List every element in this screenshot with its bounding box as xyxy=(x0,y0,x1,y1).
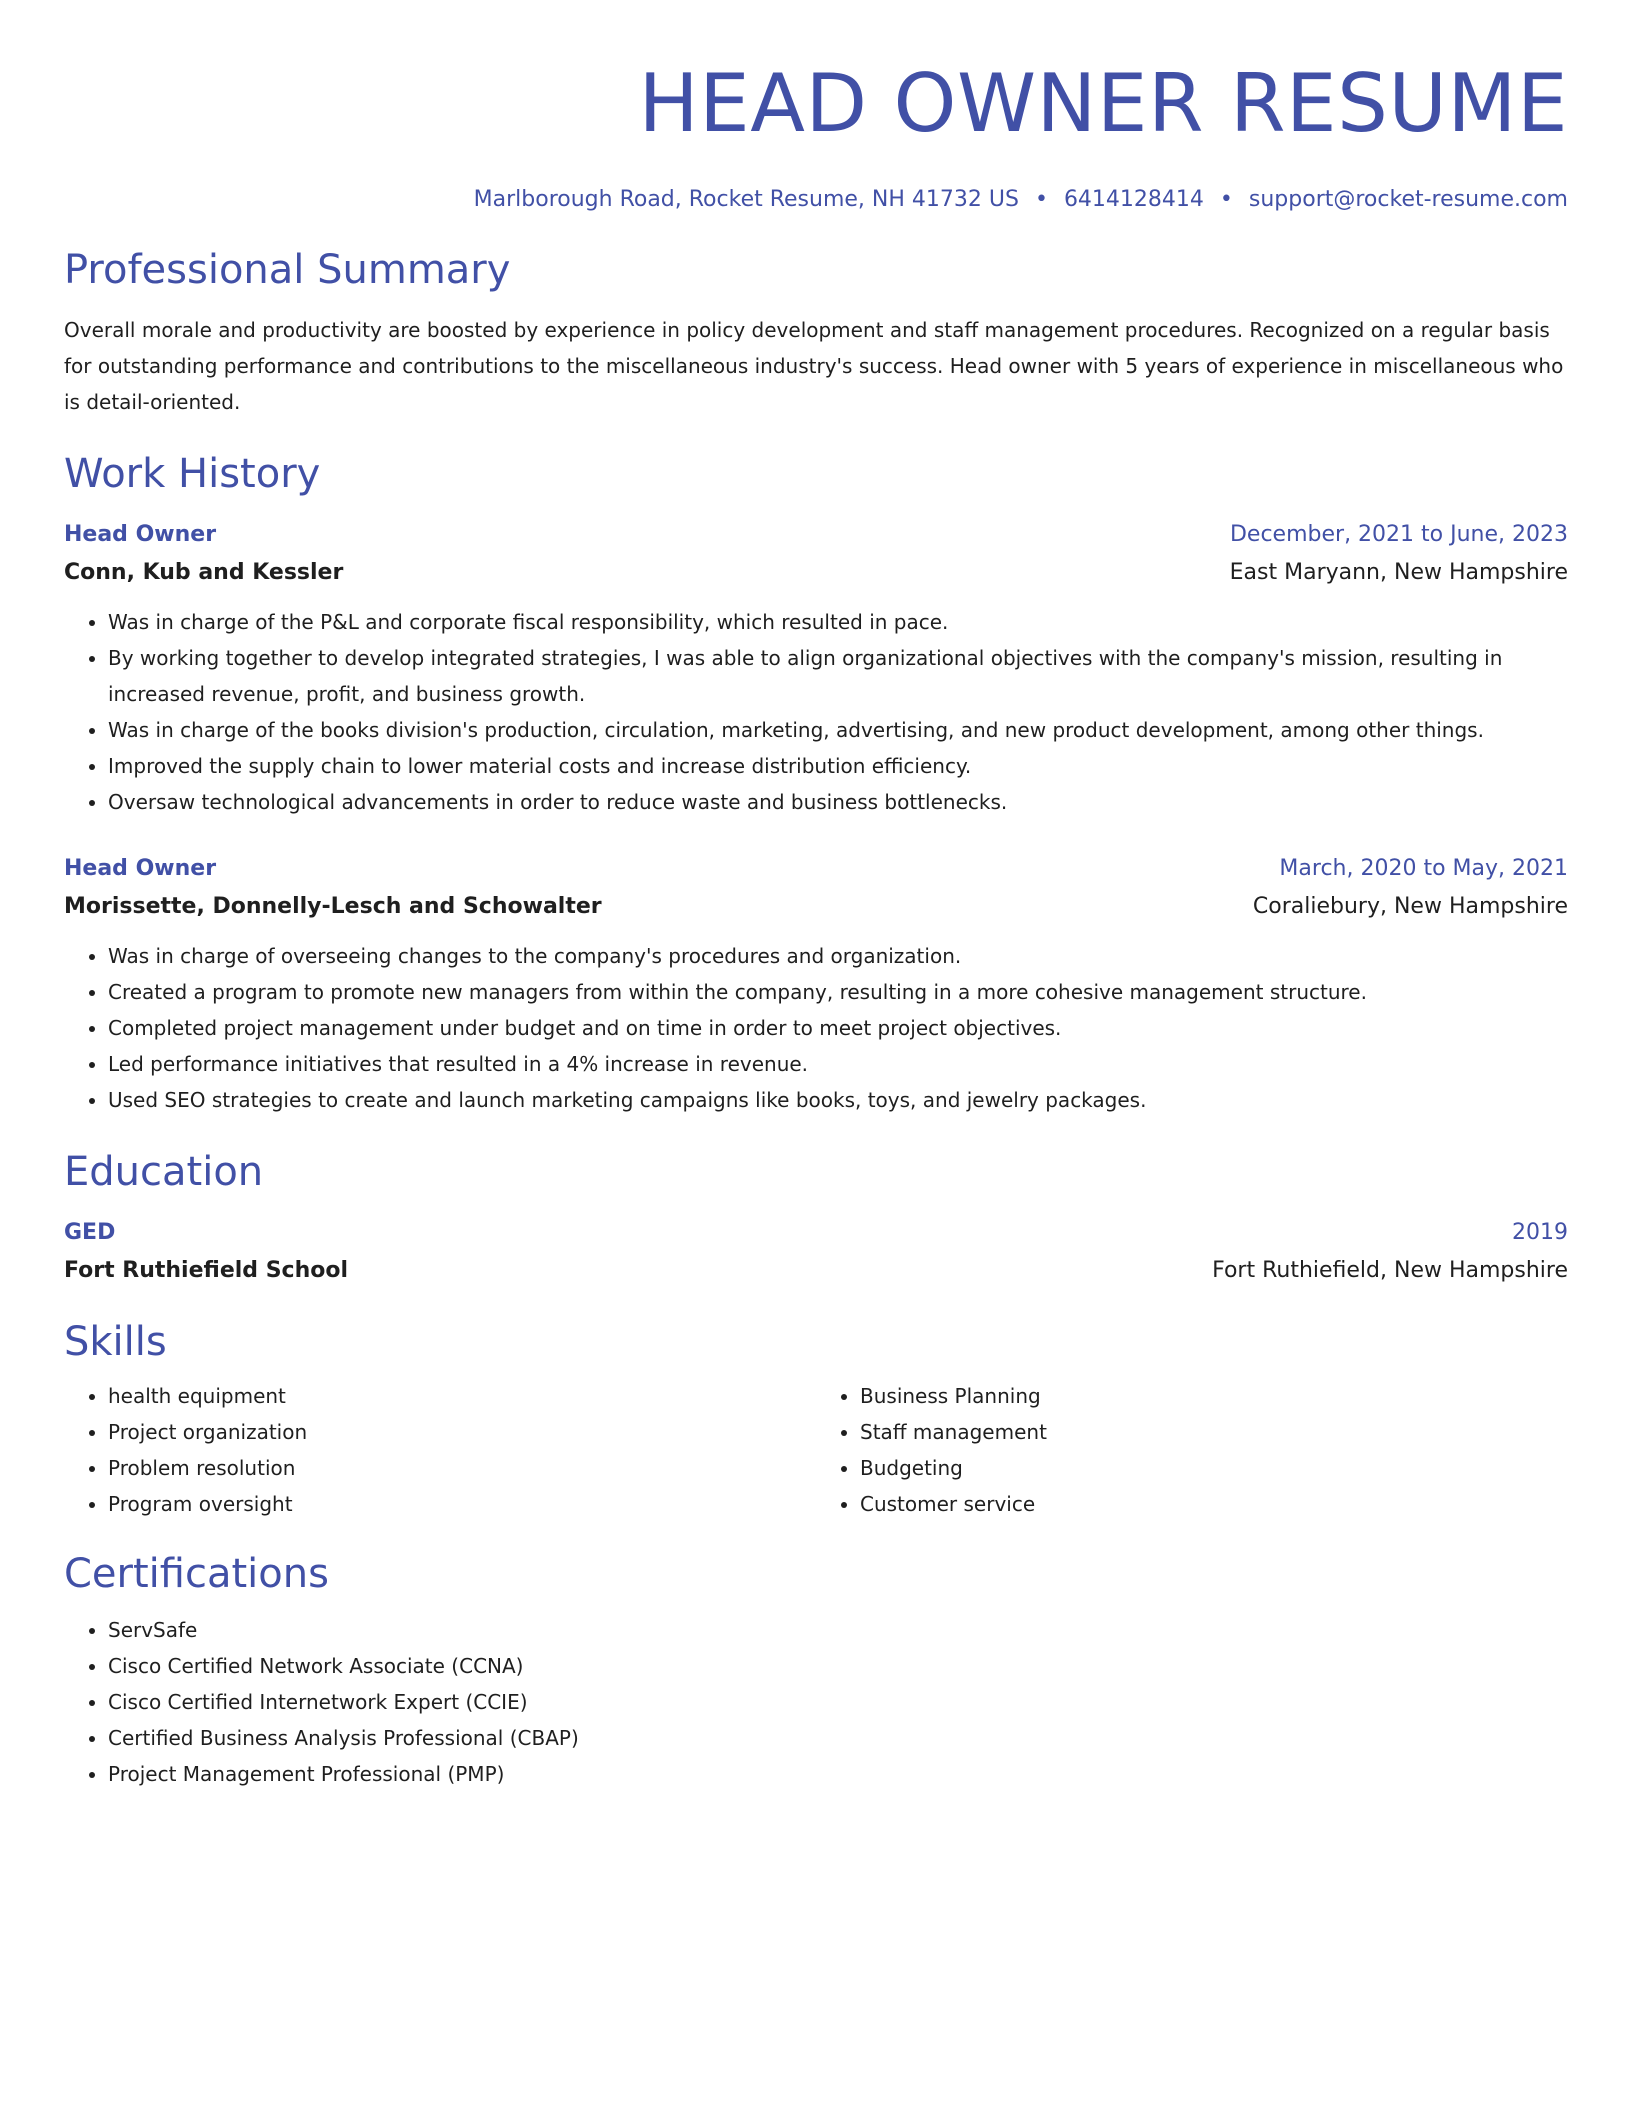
skills-heading: Skills xyxy=(64,1319,167,1365)
job-bullets xyxy=(64,604,1568,820)
contact-separator: • xyxy=(1219,187,1233,212)
job-bullet: • Completed project management under budget and on time in order to meet project objectives. xyxy=(108,1010,1568,1046)
education-location: Fort Ruthiefield, New Hampshire xyxy=(1212,1258,1568,1283)
job-entry xyxy=(64,516,1568,820)
work-history-heading: Work History xyxy=(64,451,321,497)
skill-item: • Business Planning xyxy=(860,1378,1568,1414)
certifications-heading: Certifications xyxy=(64,1551,329,1597)
skills-list-left xyxy=(64,1378,816,1522)
job-role: Head Owner xyxy=(64,522,217,547)
certifications-list xyxy=(64,1612,1568,1792)
education-entry xyxy=(64,1214,1568,1290)
job-bullet: • Created a program to promote new managers from within the company, resulting in a more cohesive management structure. xyxy=(108,974,1568,1010)
job-company: Morissette, Donnelly-Lesch and Schowalter xyxy=(64,894,602,919)
job-company-row xyxy=(64,554,1568,592)
education-school-row xyxy=(64,1252,1568,1290)
contact-separator: • xyxy=(1034,187,1048,212)
job-dates: December, 2021 to June, 2023 xyxy=(1229,522,1568,547)
contact-line xyxy=(64,184,1568,216)
skill-item: • Problem resolution xyxy=(108,1450,816,1486)
job-dates: March, 2020 to May, 2021 xyxy=(1279,856,1568,881)
job-entry xyxy=(64,850,1568,1118)
job-company: Conn, Kub and Kessler xyxy=(64,560,344,585)
job-bullet: • By working together to develop integrated strategies, I was able to align organizational objectives with the company's mission, resulting in increased revenue, profit, and business growth. xyxy=(108,640,1568,712)
skill-item: • health equipment xyxy=(108,1378,816,1414)
job-company-row xyxy=(64,888,1568,926)
summary-heading: Professional Summary xyxy=(64,247,511,293)
contact-phone: 6414128414 xyxy=(1063,187,1204,212)
job-bullet: • Used SEO strategies to create and launch marketing campaigns like books, toys, and jewelry packages. xyxy=(108,1082,1568,1118)
education-heading: Education xyxy=(64,1149,264,1195)
job-bullet: • Led performance initiatives that resulted in a 4% increase in revenue. xyxy=(108,1046,1568,1082)
education-year: 2019 xyxy=(1512,1220,1568,1245)
job-header-row xyxy=(64,850,1568,888)
job-bullets xyxy=(64,938,1568,1118)
certification-item: • Cisco Certified Network Associate (CCNA) xyxy=(108,1648,1568,1684)
skill-item: • Project organization xyxy=(108,1414,816,1450)
job-bullet: • Improved the supply chain to lower material costs and increase distribution efficiency. xyxy=(108,748,1568,784)
certification-item: • ServSafe xyxy=(108,1612,1568,1648)
job-role: Head Owner xyxy=(64,856,217,881)
certification-item: • Cisco Certified Internetwork Expert (CCIE) xyxy=(108,1684,1568,1720)
summary-text: Overall morale and productivity are boosted by experience in policy development and staff management procedures. Recognized on a regular basis for outstanding performance and contributions to the miscellaneous industry's success. Head owner with 5 years of experience in miscellaneous who is detail-oriented. xyxy=(64,318,1564,414)
contact-email: support@rocket-resume.com xyxy=(1248,187,1568,212)
education-header-row xyxy=(64,1214,1568,1252)
education-degree: GED xyxy=(64,1220,116,1245)
job-location: Coraliebury, New Hampshire xyxy=(1252,894,1568,919)
job-header-row xyxy=(64,516,1568,554)
contact-address: Marlborough Road, Rocket Resume, NH 41732 US xyxy=(473,187,1019,212)
skill-item: • Staff management xyxy=(860,1414,1568,1450)
job-bullet: • Was in charge of overseeing changes to the company's procedures and organization. xyxy=(108,938,1568,974)
skill-item: • Budgeting xyxy=(860,1450,1568,1486)
job-location: East Maryann, New Hampshire xyxy=(1229,560,1568,585)
job-bullet: • Was in charge of the books division's production, circulation, marketing, advertising, and new product development, among other things. xyxy=(108,712,1568,748)
certification-item: • Certified Business Analysis Professional (CBAP) xyxy=(108,1720,1568,1756)
job-bullet: • Was in charge of the P&L and corporate fiscal responsibility, which resulted in pace. xyxy=(108,604,1568,640)
job-bullet: • Oversaw technological advancements in order to reduce waste and business bottlenecks. xyxy=(108,784,1568,820)
skills-list-right xyxy=(816,1378,1568,1522)
skill-item: • Program oversight xyxy=(108,1486,816,1522)
resume-title: HEAD OWNER RESUME xyxy=(638,57,1568,150)
skills-columns xyxy=(64,1378,1568,1522)
education-school: Fort Ruthiefield School xyxy=(64,1258,349,1283)
certification-item: • Project Management Professional (PMP) xyxy=(108,1756,1568,1792)
skill-item: • Customer service xyxy=(860,1486,1568,1522)
